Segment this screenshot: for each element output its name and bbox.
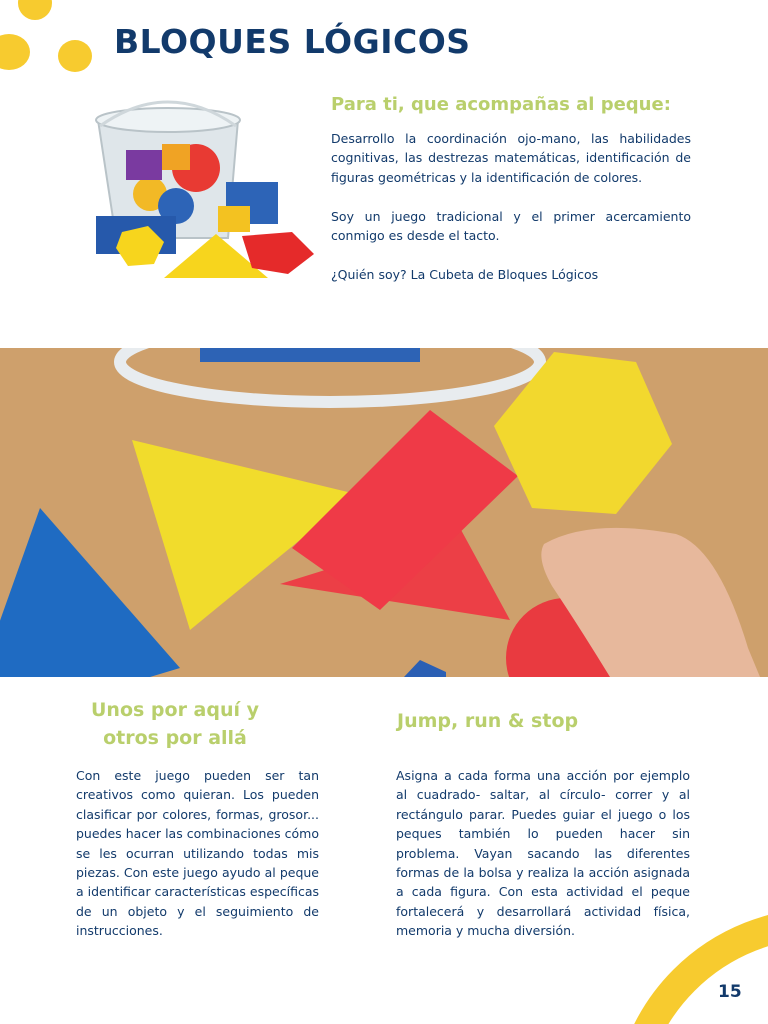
intro-paragraph: ¿Quién soy? La Cubeta de Bloques Lógicos [331,266,599,282]
section-left-heading-line: otros por allá [103,727,247,749]
page-number: 15 [718,982,742,1002]
intro-paragraph: Soy un juego tradicional y el primer acercamiento conmigo es desde el tacto. [331,208,691,244]
intro-text [331,129,691,304]
section-left-heading [70,696,280,752]
section-right-text: Asigna a cada forma una acción por ejemplo al cuadrado- saltar, al círculo- correr y al rectángulo parar. Puedes guiar el juego o los peques también lo pueden hacer sin problema. Vayan sacando las diferentes formas de la bolsa y realiza la acción asignada a cada figura. Con esta actividad el peque fortalecerá y desarrollará actividad física, memoria y mucha diversión. [396,768,690,939]
logic-blocks-bucket-image [92,98,317,288]
decorative-dot [0,34,30,70]
section-left-text: Con este juego pueden ser tan creativos como quieran. Los pueden clasificar por colores, formas, grosor... puedes hacer las combinaciones cómo se les ocurran utilizando todas mis piezas. Con este juego ayudo al peque a identificar características específicas de un objeto y el seguimiento de instrucciones. [76,768,319,939]
decorative-dot [18,0,52,20]
page-title: BLOQUES LÓGICOS [114,22,471,61]
section-left-heading-line: Unos por aquí y [90,699,260,721]
logic-blocks-photo [0,348,768,677]
decorative-dot [58,40,92,72]
intro-paragraph: Desarrollo la coordinación ojo-mano, las habilidades cognitivas, las destrezas matemáticas, identificación de figuras geométricas y la identificación de colores. [331,131,691,185]
section-right-heading: Jump, run & stop [397,710,579,732]
intro-heading: Para ti, que acompañas al peque: [331,94,671,115]
